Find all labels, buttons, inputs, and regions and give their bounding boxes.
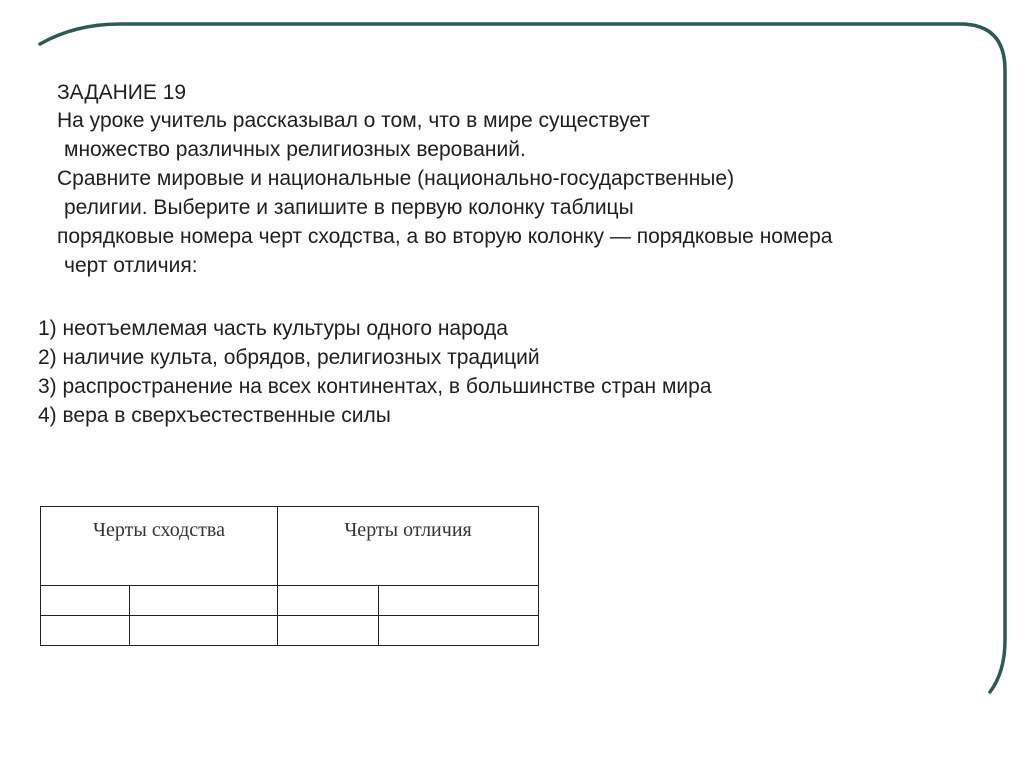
task-line: черт отличия: (64, 254, 198, 277)
answer-cell[interactable] (41, 586, 130, 616)
task-line: множество различных религиозных верований. (64, 138, 526, 161)
task-line: религии. Выберите и запишите в первую колонку таблицы (64, 196, 634, 219)
list-item: 2) наличие культа, обрядов, религиозных традиций (38, 346, 540, 369)
task-line: Сравните мировые и национальные (национально-государственные) (57, 167, 735, 190)
task-text (57, 106, 832, 280)
options-list (38, 314, 712, 430)
task-line: порядковые номера черт сходства, а во вторую колонку — порядковые номера (57, 225, 833, 248)
answer-cell[interactable] (41, 616, 130, 646)
task-title: ЗАДАНИЕ 19 (57, 81, 187, 104)
answer-cell[interactable] (278, 616, 379, 646)
table-row (41, 616, 539, 646)
list-item: 1) неотъемлемая часть культуры одного народа (38, 317, 508, 340)
header-differences: Черты отличия (278, 507, 539, 586)
answer-cell[interactable] (379, 616, 539, 646)
list-item: 4) вера в сверхъестественные силы (38, 404, 391, 427)
answer-cell[interactable] (379, 586, 539, 616)
table-header-row (41, 507, 539, 586)
header-similarities: Черты сходства (41, 507, 278, 586)
list-item: 3) распространение на всех континентах, в большинстве стран мира (38, 375, 712, 398)
task-line: На уроке учитель рассказывал о том, что в мире существует (57, 109, 650, 132)
table-row (41, 586, 539, 616)
answer-cell[interactable] (130, 616, 278, 646)
answer-cell[interactable] (278, 586, 379, 616)
answer-table (40, 506, 539, 646)
answer-cell[interactable] (130, 586, 278, 616)
